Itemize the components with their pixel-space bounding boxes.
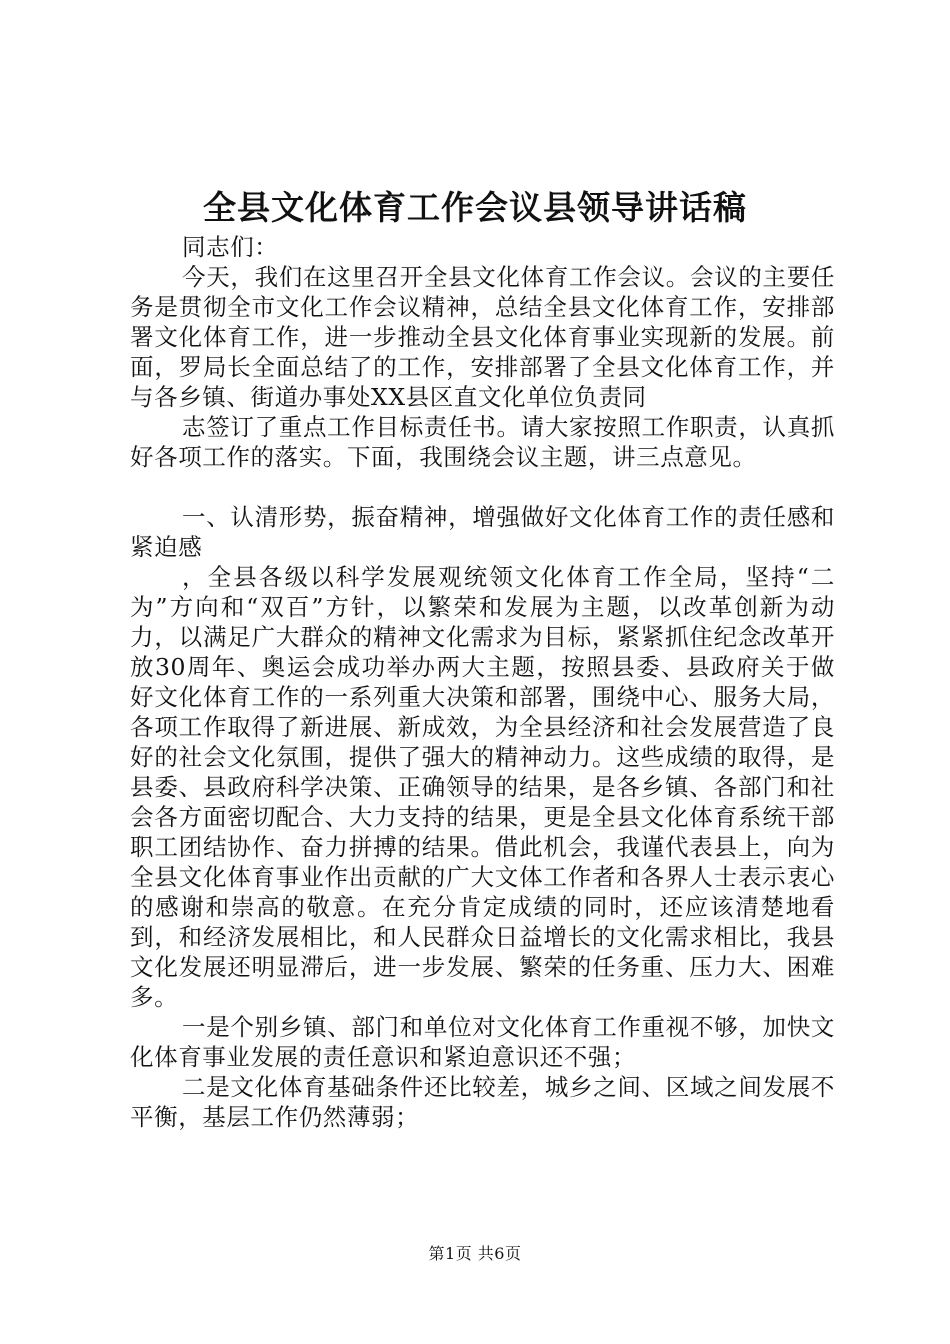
paragraph-opening: 今天，我们在这里召开全县文化体育工作会议。会议的主要任务是贯彻全市文化工作会议精神，总结全县文化体育工作，安排部署文化体育工作，进一步推动全县文化体育事业实现新的发展。前面，罗局长全面总结了的工作，安排部署了全县文化体育工作，并与各乡镇、街道办事处XX县区直文化单位负责同: [130, 263, 835, 411]
page-footer: 第1页 共6页: [428, 1244, 522, 1263]
paragraph-issue-one: 一是个别乡镇、部门和单位对文化体育工作重视不够，加快文化体育事业发展的责任意识和紧迫意识还不强；: [130, 1013, 835, 1071]
paragraph-spacer: [130, 472, 835, 502]
paragraph-issue-two: 二是文化体育基础条件还比较差，城乡之间、区域之间发展不平衡，基层工作仍然薄弱；: [130, 1073, 835, 1131]
document-title: 全县文化体育工作会议县领导讲话稿: [203, 188, 747, 227]
document-body: [130, 232, 835, 1132]
paragraph-responsibility: 志签订了重点工作目标责任书。请大家按照工作职责，认真抓好各项工作的落实。下面，我围绕会议主题，讲三点意见。: [130, 413, 835, 471]
paragraph-achievements: ，全县各级以科学发展观统领文化体育工作全局，坚持“二为”方向和“双百”方针，以繁荣和发展为主题，以改革创新为动力，以满足广大群众的精神文化需求为目标，紧紧抓住纪念改革开放30周年、奥运会成功举办两大主题，按照县委、县政府关于做好文化体育工作的一系列重大决策和部署，围绕中心、服务大局，各项工作取得了新进展、新成效，为全县经济和社会发展营造了良好的社会文化氛围，提供了强大的精神动力。这些成绩的取得，是县委、县政府科学决策、正确领导的结果，是各乡镇、各部门和社会各方面密切配合、大力支持的结果，更是全县文化体育系统干部职工团结协作、奋力拼搏的结果。借此机会，我谨代表县上，向为全县文化体育事业作出贡献的广大文体工作者和各界人士表示衷心的感谢和崇高的敬意。在充分肯定成绩的同时，还应该清楚地看到，和经济发展相比，和人民群众日益增长的文化需求相比，我县文化发展还明显滞后，进一步发展、繁荣的任务重、压力大、困难多。: [130, 563, 835, 1011]
salutation: 同志们：: [182, 233, 279, 261]
section-heading-one: 一、认清形势，振奋精神，增强做好文化体育工作的责任感和紧迫感: [130, 503, 835, 561]
